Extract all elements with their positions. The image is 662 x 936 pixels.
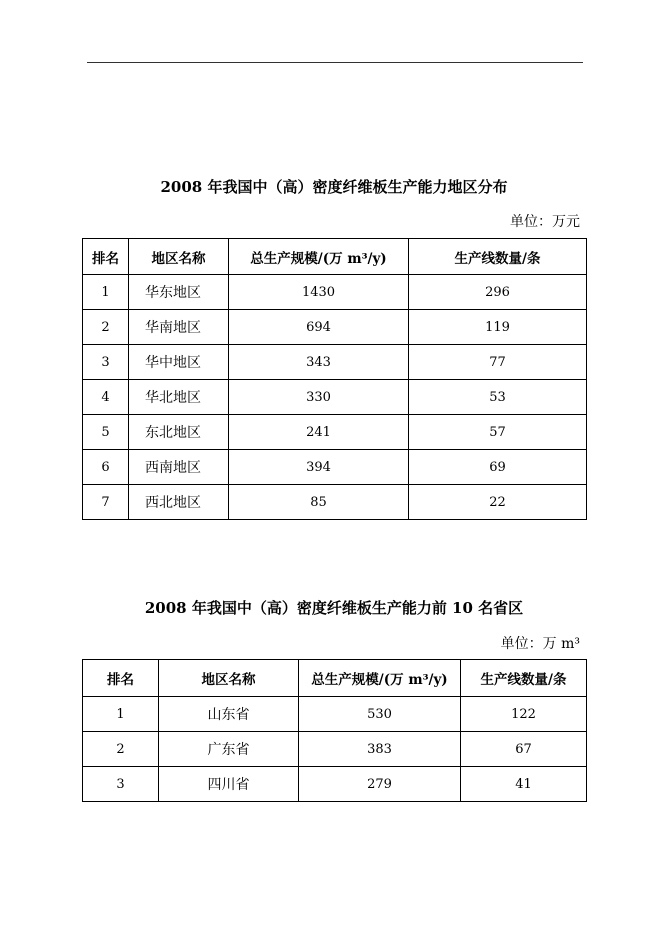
capacity-cell: 383 <box>299 732 461 767</box>
col-lines-header: 生产线数量/条 <box>461 660 587 697</box>
table-row <box>83 697 587 732</box>
table-row <box>83 380 587 415</box>
line-count-cell: 296 <box>409 275 587 310</box>
table-row <box>83 732 587 767</box>
line-count-cell: 22 <box>409 485 587 520</box>
col-rank-header: 排名 <box>83 239 129 275</box>
line-count-cell: 69 <box>409 450 587 485</box>
table-row <box>83 767 587 802</box>
table-row <box>83 485 587 520</box>
region-name-cell: 山东省 <box>159 697 299 732</box>
capacity-cell: 530 <box>299 697 461 732</box>
region-name-cell: 广东省 <box>159 732 299 767</box>
table2-unit: 单位：万 m³ <box>500 636 580 652</box>
region-name-cell: 华南地区 <box>129 310 229 345</box>
line-count-cell: 41 <box>461 767 587 802</box>
table1-unit: 单位：万元 <box>510 214 580 230</box>
capacity-cell: 694 <box>229 310 409 345</box>
capacity-cell: 279 <box>299 767 461 802</box>
region-name-cell: 西北地区 <box>129 485 229 520</box>
table1-title: 2008 年我国中（高）密度纤维板生产能力地区分布 <box>160 178 508 196</box>
capacity-cell: 394 <box>229 450 409 485</box>
rank-cell: 3 <box>83 345 129 380</box>
table-row <box>83 415 587 450</box>
capacity-cell: 85 <box>229 485 409 520</box>
top-provinces-table <box>82 659 587 802</box>
table-row <box>83 275 587 310</box>
rank-cell: 3 <box>83 767 159 802</box>
capacity-cell: 241 <box>229 415 409 450</box>
col-capacity-header: 总生产规模/(万 m³/y) <box>299 660 461 697</box>
rank-cell: 7 <box>83 485 129 520</box>
line-count-cell: 77 <box>409 345 587 380</box>
rank-cell: 2 <box>83 732 159 767</box>
capacity-cell: 330 <box>229 380 409 415</box>
region-name-cell: 四川省 <box>159 767 299 802</box>
rank-cell: 1 <box>83 697 159 732</box>
rank-cell: 6 <box>83 450 129 485</box>
capacity-cell: 1430 <box>229 275 409 310</box>
col-region-header: 地区名称 <box>159 660 299 697</box>
region-name-cell: 西南地区 <box>129 450 229 485</box>
line-count-cell: 119 <box>409 310 587 345</box>
line-count-cell: 57 <box>409 415 587 450</box>
col-capacity-header: 总生产规模/(万 m³/y) <box>229 239 409 275</box>
capacity-cell: 343 <box>229 345 409 380</box>
rank-cell: 2 <box>83 310 129 345</box>
table-row <box>83 450 587 485</box>
region-name-cell: 华东地区 <box>129 275 229 310</box>
line-count-cell: 53 <box>409 380 587 415</box>
table2-title: 2008 年我国中（高）密度纤维板生产能力前 10 名省区 <box>144 599 524 617</box>
table-header-row <box>83 239 587 275</box>
rank-cell: 5 <box>83 415 129 450</box>
col-region-header: 地区名称 <box>129 239 229 275</box>
regional-capacity-table <box>82 238 587 520</box>
rank-cell: 1 <box>83 275 129 310</box>
line-count-cell: 67 <box>461 732 587 767</box>
region-name-cell: 东北地区 <box>129 415 229 450</box>
col-rank-header: 排名 <box>83 660 159 697</box>
header-rule <box>87 62 583 63</box>
rank-cell: 4 <box>83 380 129 415</box>
region-name-cell: 华北地区 <box>129 380 229 415</box>
table-row <box>83 345 587 380</box>
line-count-cell: 122 <box>461 697 587 732</box>
col-lines-header: 生产线数量/条 <box>409 239 587 275</box>
region-name-cell: 华中地区 <box>129 345 229 380</box>
table-header-row <box>83 660 587 697</box>
table-row <box>83 310 587 345</box>
